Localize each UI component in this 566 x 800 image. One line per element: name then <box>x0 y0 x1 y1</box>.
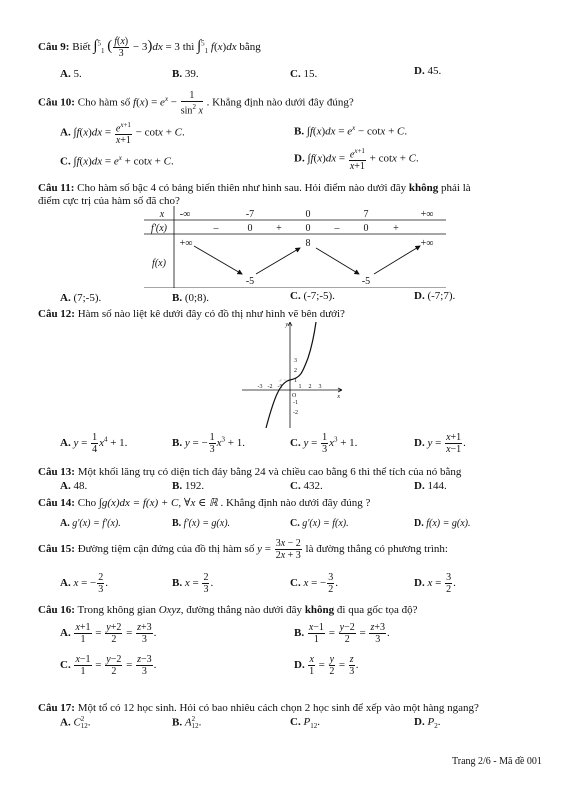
option-b[interactable]: B. 192. <box>172 480 205 492</box>
tick: 3 <box>318 384 322 390</box>
option-c[interactable]: C. (-7;-5). <box>290 290 335 302</box>
question-13: Câu 13: Một khối lăng trụ có diện tích đáy bằng 24 và chiều cao bằng 6 thì thể tích của nó bằng <box>38 466 462 478</box>
f-label: f(x) <box>152 258 166 269</box>
question-17: Câu 17: Một tổ có 12 học sinh. Hỏi có bao nhiêu cách chọn 2 học sinh để xếp vào một hàng ngang? <box>38 702 479 714</box>
option-b[interactable]: B. A2 12. <box>172 715 202 730</box>
f-value: -5 <box>245 276 255 287</box>
question-14: Câu 14: Cho ∫g(x)dx = f(x) + C, ∀x ∈ ℝ . Khẳng định nào dưới đây đúng ? <box>38 497 371 509</box>
question-15: Câu 15: Đường tiệm cận đứng của đồ thị hàm số y = $\frac{3x - 2}{2x + 3}$ là đường thẳng có phương trình: <box>38 538 448 561</box>
tick: 3 <box>294 358 297 364</box>
page-footer: Trang 2/6 - Mã đề 001 <box>452 756 542 767</box>
option-c[interactable]: C. $\frac{x-1}{1}$ = $\frac{y-2}{2}$ = $\frac{z-3}{3}$ . <box>60 654 157 677</box>
question-16: Câu 16: Trong không gian Oxyz, đường thẳng nào dưới đây không đi qua gốc tọa độ? <box>38 604 418 616</box>
question-10: Câu 10: Cho hàm số $f(x) = e^x$ − $\frac{1}{\sin^2 x}$ . Khẳng định nào dưới đây đúng? <box>38 90 354 117</box>
option-a[interactable]: A. C2 12. <box>60 715 91 730</box>
option-c[interactable]: C. y = $\frac{1}{3}$ $x^3 + 1$. <box>290 432 358 455</box>
x-label: x <box>159 209 165 220</box>
question-label: Câu 12: <box>38 308 75 320</box>
tick: -2 <box>293 410 298 416</box>
option-b[interactable]: B. $\int f(x)dx = e^x - \cot x + C$. <box>294 124 408 138</box>
y-axis-label: y <box>285 322 288 328</box>
option-d[interactable]: D. 144. <box>414 480 447 492</box>
curve <box>266 322 316 428</box>
question-label: Câu 9: <box>38 41 70 54</box>
tick: -2 <box>267 384 273 390</box>
x-value: +∞ <box>420 209 434 220</box>
f-value: +∞ <box>179 238 193 249</box>
sign: – <box>334 223 340 234</box>
tick: 1 <box>298 384 302 390</box>
question-label: Câu 10: <box>38 96 75 109</box>
option-b[interactable]: B. y = − $\frac{1}{3}$ $x^3 + 1$. <box>172 432 246 455</box>
x-value: 7 <box>363 209 369 220</box>
option-d[interactable]: D. (-7;7). <box>414 290 456 302</box>
x-axis-label: x <box>337 394 340 400</box>
option-d[interactable]: D. ∫f(x)dx = $\frac{e^{x+1}}{x+1}$ + cotx + C. <box>294 147 419 173</box>
fprime-label: f'(x) <box>150 223 168 234</box>
f-value: +∞ <box>420 238 434 249</box>
function-graph <box>236 318 344 430</box>
option-a[interactable]: A. (7;-5). <box>60 292 102 304</box>
sign: + <box>393 223 399 234</box>
question-text-line2: điểm cực trị của hàm số đã cho? <box>38 195 180 207</box>
option-a[interactable]: A. y = $\frac{1}{4}$ $x^4 + 1$. <box>60 432 128 455</box>
option-a[interactable]: A. $\frac{x+1}{1}$ = $\frac{y+2}{2}$ = $\frac{z+3}{3}$ . <box>60 622 157 645</box>
formula: ∫g(x)dx = f(x) + C, ∀x ∈ ℝ <box>98 497 218 509</box>
question-label: Câu 11: <box>38 182 75 194</box>
tick: -1 <box>277 384 283 390</box>
option-c[interactable]: C. $\int f(x)dx = e^x + \cot x + C$. <box>60 154 174 168</box>
variation-table <box>144 206 446 288</box>
option-a[interactable]: A. 5. <box>60 68 82 80</box>
sign: 0 <box>305 223 311 234</box>
tick: -1 <box>293 400 298 406</box>
f-value: -5 <box>361 276 371 287</box>
sign: 0 <box>247 223 253 234</box>
option-d[interactable]: D. x = $\frac{3}{2}$ . <box>414 572 456 595</box>
question-11: Câu 11: Cho hàm số bậc 4 có bảng biến thiên như hình sau. Hỏi điểm nào dưới đây không phải là <box>38 182 471 194</box>
option-a[interactable]: A. 48. <box>60 480 88 492</box>
option-b[interactable]: B. $\frac{x-1}{1}$ = $\frac{y-2}{2}$ = $\frac{z+3}{3}$ . <box>294 622 390 645</box>
question-label: Câu 14: <box>38 497 75 509</box>
option-d[interactable]: D. $P_2$. <box>414 716 441 731</box>
tick: 2 <box>294 368 297 374</box>
x-value: 0 <box>305 209 311 220</box>
option-c[interactable]: C. g'(x) = f(x). <box>290 518 349 529</box>
question-label: Câu 16: <box>38 604 75 616</box>
sign: 0 <box>363 223 369 234</box>
option-d[interactable]: D. y = $\frac{x+1}{x-1}$ . <box>414 432 466 455</box>
sign: – <box>213 223 219 234</box>
question-label: Câu 13: <box>38 466 75 478</box>
tick: 1 <box>294 378 297 384</box>
f-value: 8 <box>305 238 311 249</box>
x-value: -∞ <box>179 209 191 220</box>
question-12: Câu 12: Hàm số nào liệt kê dưới đây có đồ thị như hình vẽ bên dưới? <box>38 308 345 320</box>
option-a[interactable]: A. ∫f(x)dx = $\frac{e^{x+1}}{x+1}$ − cotx + C. <box>60 121 185 147</box>
origin-label: O <box>292 393 297 399</box>
x-value: -7 <box>245 209 255 220</box>
option-b[interactable]: B. (0;8). <box>172 292 209 304</box>
option-b[interactable]: B. f'(x) = g(x). <box>172 518 231 529</box>
question-text: Biết <box>72 41 91 54</box>
option-b[interactable]: B. x = $\frac{2}{3}$ . <box>172 572 214 595</box>
option-c[interactable]: C. $P_{12}$. <box>290 716 320 731</box>
option-a[interactable]: A. x = − $\frac{2}{3}$ . <box>60 572 109 595</box>
option-d[interactable]: D. 45. <box>414 65 442 77</box>
tick: 2 <box>308 384 312 390</box>
sign: + <box>276 223 282 234</box>
option-c[interactable]: C. 432. <box>290 480 323 492</box>
option-c[interactable]: C. 15. <box>290 68 318 80</box>
question-label: Câu 17: <box>38 702 75 714</box>
tick: -3 <box>257 384 263 390</box>
option-d[interactable]: D. f(x) = g(x). <box>414 518 471 529</box>
option-a[interactable]: A. g'(x) = f'(x). <box>60 518 121 529</box>
question-label: Câu 15: <box>38 543 75 556</box>
option-b[interactable]: B. 39. <box>172 68 199 80</box>
option-c[interactable]: C. x = − $\frac{3}{2}$ . <box>290 572 339 595</box>
option-d[interactable]: D. $\frac{x}{1}$ = $\frac{y}{2}$ = $\frac{z}{3}$ . <box>294 654 359 677</box>
question-9: Câu 9: Biết ∫$^5_1$ ( $\frac{f(x)}{3}$ − 3)dx = 3 thì ∫$^5_1$ f(x)dx bằng <box>38 36 261 59</box>
